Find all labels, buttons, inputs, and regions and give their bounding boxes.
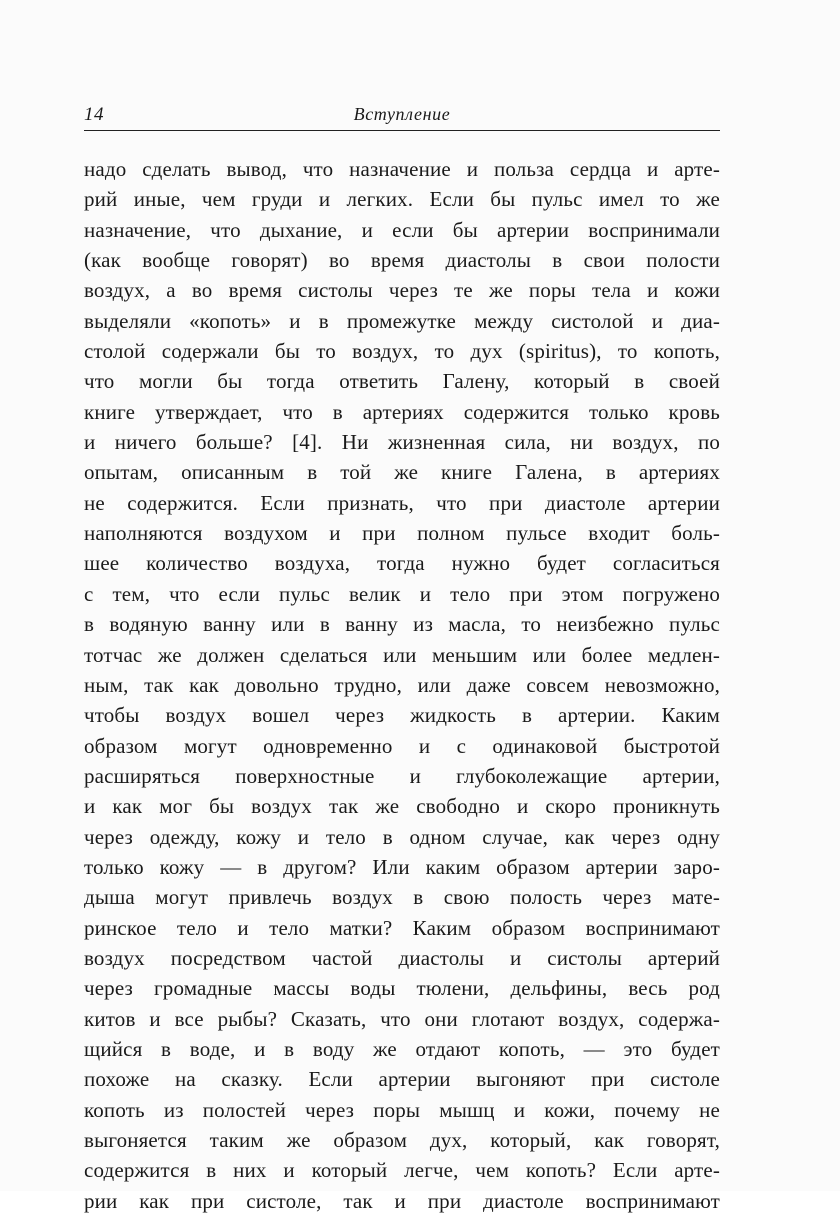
text-line: похоже на сказку. Если артерии выгоняют при систоле [84, 1067, 720, 1092]
text-line: воздух посредством частой диастолы и систолы артерий [84, 945, 720, 970]
text-line: щийся в воде, и в воду же отдают копоть, — это будет [84, 1036, 720, 1061]
text-line: выделяли «копоть» и в промежутке между систолой и диа- [84, 308, 720, 333]
header-rule [84, 130, 720, 131]
text-line: не содержится. Если признать, что при диастоле артерии [84, 490, 720, 515]
text-line: (как вообще говорят) во время диастолы в свои полости [84, 248, 720, 273]
text-line: китов и все рыбы? Сказать, что они глотают воздух, содержа- [84, 1006, 720, 1031]
text-line: дыша могут привлечь воздух в свою полость через мате- [84, 885, 720, 910]
text-line: и ничего больше? [4]. Ни жизненная сила, ни воздух, по [84, 430, 720, 455]
text-line: рий иные, чем груди и легких. Если бы пульс имел то же [84, 187, 720, 212]
text-line: назначение, что дыхание, и если бы артерии воспринимали [84, 217, 720, 242]
text-line: опытам, описанным в той же книге Галена, в артериях [84, 460, 720, 485]
running-head: Вступление [353, 104, 451, 124]
text-line: через одежду, кожу и тело в одном случае, как через одну [84, 824, 720, 849]
text-line: и как мог бы воздух так же свободно и скоро проникнуть [84, 794, 720, 819]
text-line: наполняются воздухом и при полном пульсе входит боль- [84, 521, 720, 546]
text-line: воздух, а во время систолы через те же поры тела и кожи [84, 278, 720, 303]
text-line: через громадные массы воды тюлени, дельфины, весь род [84, 976, 720, 1001]
text-line: надо сделать вывод, что назначение и польза сердца и арте- [84, 157, 720, 181]
text-line: тотчас же должен сделаться или меньшим или более медлен- [84, 642, 720, 667]
text-line: образом могут одновременно и с одинаковой быстротой [84, 733, 720, 758]
text-line: с тем, что если пульс велик и тело при этом погружено [84, 581, 720, 606]
text-line: рии как при систоле, так и при диастоле воспринимают [84, 1188, 720, 1213]
text-line: шее количество воздуха, тогда нужно будет согласиться [84, 551, 720, 576]
text-line: в водяную ванну или в ванну из масла, то неизбежно пульс [84, 612, 720, 637]
body-text [84, 154, 720, 1216]
text-line: чтобы воздух вошел через жидкость в артерии. Каким [84, 703, 720, 728]
text-line: что могли бы тогда ответить Галену, который в своей [84, 369, 720, 394]
page-header [84, 104, 720, 130]
text-line: копоть из полостей через поры мышц и кожи, почему не [84, 1097, 720, 1122]
text-line: книге утверждает, что в артериях содержится только кровь [84, 399, 720, 424]
text-line: только кожу — в другом? Или каким образом артерии заро- [84, 854, 720, 879]
text-line: столой содержали бы то воздух, то дух (spiritus), то копоть, [84, 339, 720, 364]
text-line: выгоняется таким же образом дух, который, как говорят, [84, 1128, 720, 1152]
text-line: ринское тело и тело матки? Каким образом воспринимают [84, 915, 720, 940]
text-line: содержится в них и который легче, чем копоть? Если арте- [84, 1158, 720, 1183]
text-line: расширяться поверхностные и глубоколежащие артерии, [84, 763, 720, 788]
page-number: 14 [84, 104, 104, 125]
text-line: ным, так как довольно трудно, или даже совсем невозможно, [84, 672, 720, 697]
